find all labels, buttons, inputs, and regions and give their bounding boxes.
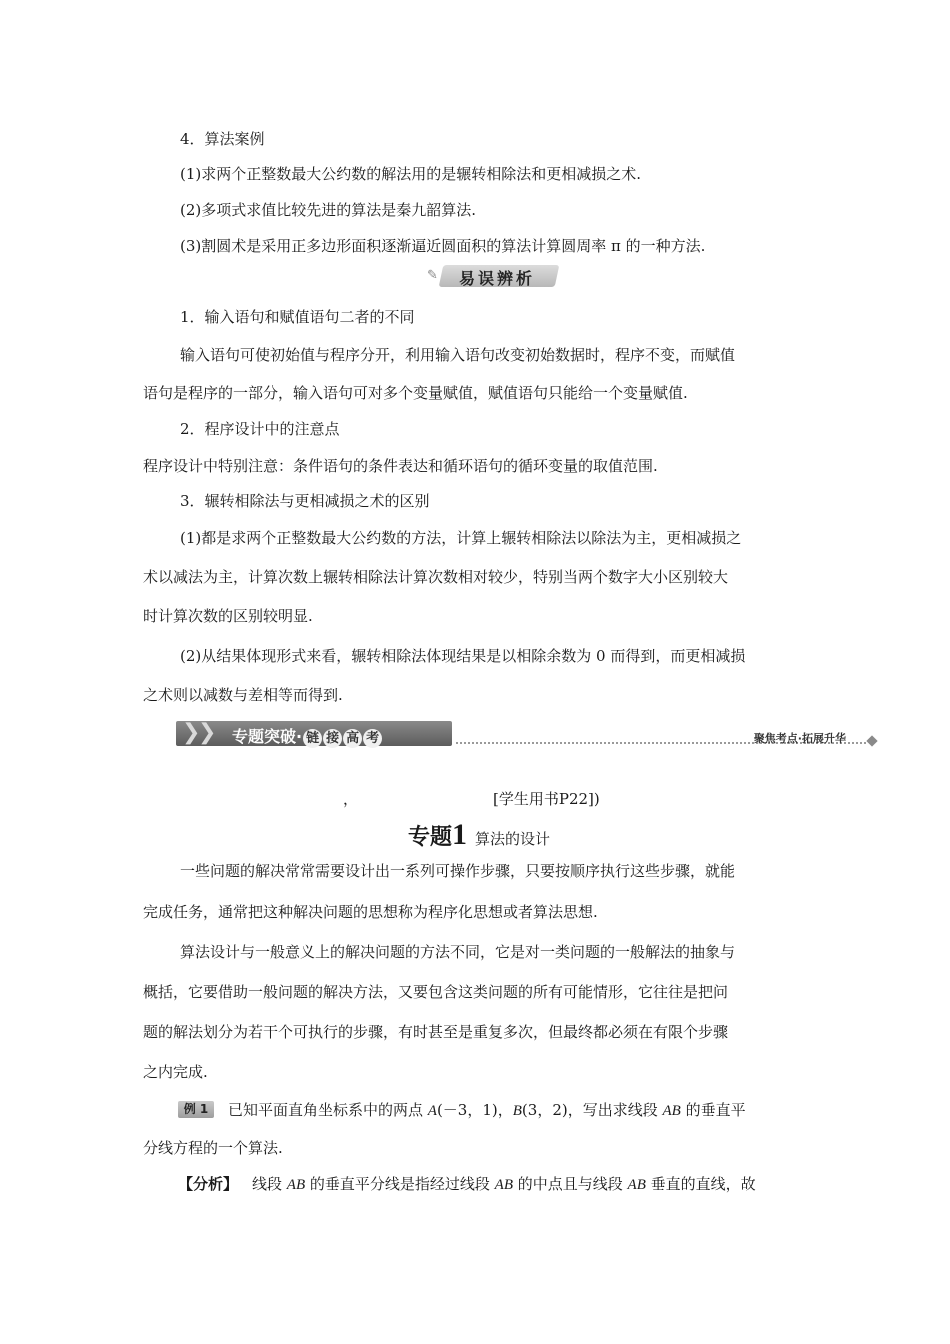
paragraph-line: 之内完成. <box>143 1063 208 1081</box>
example-badge: 例 1 <box>178 1101 214 1118</box>
analysis-label: 【分析】 <box>178 1175 239 1193</box>
section-heading: 2．程序设计中的注意点 <box>180 420 340 438</box>
section-heading: 3．辗转相除法与更相减损之术的区别 <box>180 492 430 510</box>
paragraph-line: 完成任务，通常把这种解决问题的思想称为程序化思想或者算法思想. <box>143 903 598 921</box>
chevron-right-icon: ❯ <box>182 720 201 745</box>
paragraph-line: 术以减法为主，计算次数上辗转相除法计算次数相对较少，特别当两个数字大小区别较大 <box>143 568 729 586</box>
paragraph-line: (2)多项式求值比较先进的算法是秦九韶算法. <box>180 201 477 219</box>
topic-header-bar <box>176 721 876 751</box>
reference-comma: ， <box>343 790 359 808</box>
paragraph-line: 分线方程的一个算法. <box>143 1139 283 1157</box>
paragraph-line: (1)都是求两个正整数最大公约数的方法，计算上辗转相除法以除法为主，更相减损之 <box>180 529 742 547</box>
paragraph-line: 语句是程序的一部分，输入语句可对多个变量赋值，赋值语句只能给一个变量赋值. <box>143 384 688 402</box>
header-subtitle: 聚焦考点·拓展升华 <box>753 732 846 745</box>
example-line: 例 1 已知平面直角坐标系中的两点 A(－3，1)，B(3，2)，写出求线段 AB 的垂直平 <box>178 1099 746 1120</box>
paragraph-line: (1)求两个正整数最大公约数的解法用的是辗转相除法和更相减损之术. <box>180 165 642 183</box>
reference-note: [学生用书P22]) <box>493 790 600 808</box>
paragraph-line: 一些问题的解决常常需要设计出一系列可操作步骤，只要按顺序执行这些步骤，就能 <box>180 862 736 880</box>
paragraph-line: 时计算次数的区别较明显. <box>143 607 313 625</box>
chevron-right-icon: ❯ <box>198 720 217 745</box>
analysis-line: 【分析】 线段 AB 的垂直平分线是指经过线段 AB 的中点且与线段 AB 垂直的直线，故 <box>178 1175 756 1193</box>
paragraph-line: 题的解法划分为若干个可执行的步骤，有时甚至是重复多次，但最终都必须在有限个步骤 <box>143 1023 729 1041</box>
section-banner <box>427 262 567 289</box>
diamond-icon <box>866 735 877 746</box>
banner-title: 易误辨析 <box>458 269 535 288</box>
paragraph-line: 算法设计与一般意义上的解决问题的方法不同，它是对一类问题的一般解法的抽象与 <box>180 943 736 961</box>
paragraph-line: 之术则以减数与差相等而得到. <box>143 686 343 704</box>
paragraph-line: (3)割圆术是采用正多边形面积逐渐逼近圆面积的算法计算圆周率 π 的一种方法. <box>180 237 706 255</box>
paragraph-line: 程序设计中特别注意：条件语句的条件表达和循环语句的循环变量的取值范围. <box>143 457 658 475</box>
section-heading: 4．算法案例 <box>180 130 265 148</box>
paragraph-line: 输入语句可使初始值与程序分开，利用输入语句改变初始数据时，程序不变，而赋值 <box>180 346 736 364</box>
tag-icon: ✎ <box>427 268 438 283</box>
header-title: 专题突破· 链 接 高 考 <box>232 724 382 748</box>
topic-title: 专题1 算法的设计 <box>408 818 551 851</box>
paragraph-line: (2)从结果体现形式来看，辗转相除法体现结果是以相除余数为 0 而得到，而更相减损 <box>180 647 746 665</box>
section-heading: 1．输入语句和赋值语句二者的不同 <box>180 308 415 326</box>
paragraph-line: 概括，它要借助一般问题的解决方法，又要包含这类问题的所有可能情形，它往往是把问 <box>143 983 729 1001</box>
